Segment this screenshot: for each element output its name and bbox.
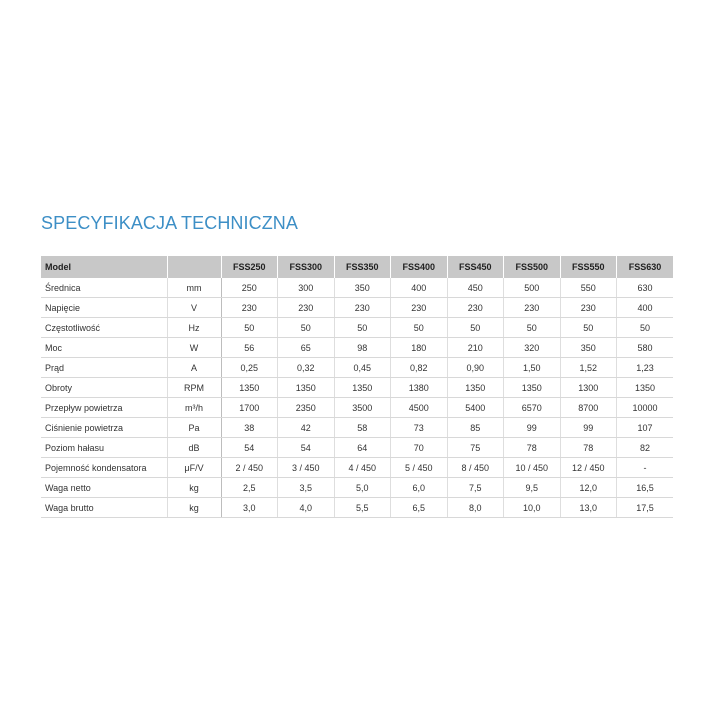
value-cell: 5400 (447, 398, 504, 418)
table-row (41, 318, 673, 338)
unit-cell: RPM (167, 378, 221, 398)
value-cell: 400 (617, 298, 674, 318)
unit-cell: kg (167, 478, 221, 498)
value-cell: 0,45 (334, 358, 391, 378)
header-model: FSS400 (391, 256, 448, 278)
value-cell: 78 (504, 438, 561, 458)
value-cell: 6,0 (391, 478, 448, 498)
value-cell: 50 (334, 318, 391, 338)
value-cell: 3,5 (278, 478, 335, 498)
parameter-name-cell: Moc (41, 338, 167, 358)
value-cell: 54 (278, 438, 335, 458)
value-cell: 9,5 (504, 478, 561, 498)
value-cell: 7,5 (447, 478, 504, 498)
unit-cell: Hz (167, 318, 221, 338)
value-cell: 50 (560, 318, 617, 338)
page-title: SPECYFIKACJA TECHNICZNA (41, 213, 299, 233)
value-cell: 54 (221, 438, 278, 458)
parameter-name-cell: Napięcie (41, 298, 167, 318)
table-row (41, 458, 673, 478)
value-cell: - (617, 458, 674, 478)
value-cell: 10,0 (504, 498, 561, 518)
table-header-row (41, 256, 673, 278)
value-cell: 73 (391, 418, 448, 438)
table-row (41, 498, 673, 518)
header-model: FSS500 (504, 256, 561, 278)
table-row (41, 378, 673, 398)
value-cell: 82 (617, 438, 674, 458)
value-cell: 2,5 (221, 478, 278, 498)
value-cell: 250 (221, 278, 278, 298)
value-cell: 1350 (278, 378, 335, 398)
table-row (41, 298, 673, 318)
parameter-name-cell: Przepływ powietrza (41, 398, 167, 418)
value-cell: 8,0 (447, 498, 504, 518)
value-cell: 70 (391, 438, 448, 458)
header-model: FSS630 (617, 256, 674, 278)
header-model: FSS300 (278, 256, 335, 278)
header-model: FSS250 (221, 256, 278, 278)
value-cell: 10000 (617, 398, 674, 418)
value-cell: 85 (447, 418, 504, 438)
value-cell: 3500 (334, 398, 391, 418)
value-cell: 12,0 (560, 478, 617, 498)
value-cell: 1350 (447, 378, 504, 398)
parameter-name-cell: Poziom hałasu (41, 438, 167, 458)
value-cell: 2 / 450 (221, 458, 278, 478)
value-cell: 0,82 (391, 358, 448, 378)
value-cell: 1350 (617, 378, 674, 398)
value-cell: 230 (560, 298, 617, 318)
value-cell: 2350 (278, 398, 335, 418)
table-row (41, 438, 673, 458)
value-cell: 180 (391, 338, 448, 358)
value-cell: 50 (617, 318, 674, 338)
value-cell: 65 (278, 338, 335, 358)
value-cell: 13,0 (560, 498, 617, 518)
value-cell: 580 (617, 338, 674, 358)
value-cell: 56 (221, 338, 278, 358)
value-cell: 1700 (221, 398, 278, 418)
value-cell: 64 (334, 438, 391, 458)
value-cell: 58 (334, 418, 391, 438)
value-cell: 78 (560, 438, 617, 458)
value-cell: 1,50 (504, 358, 561, 378)
parameter-name-cell: Waga netto (41, 478, 167, 498)
value-cell: 300 (278, 278, 335, 298)
value-cell: 630 (617, 278, 674, 298)
parameter-name-cell: Waga brutto (41, 498, 167, 518)
value-cell: 8 / 450 (447, 458, 504, 478)
value-cell: 400 (391, 278, 448, 298)
value-cell: 1,23 (617, 358, 674, 378)
value-cell: 1350 (334, 378, 391, 398)
header-model: FSS450 (447, 256, 504, 278)
value-cell: 1350 (221, 378, 278, 398)
value-cell: 0,32 (278, 358, 335, 378)
value-cell: 4,0 (278, 498, 335, 518)
value-cell: 75 (447, 438, 504, 458)
value-cell: 3,0 (221, 498, 278, 518)
value-cell: 4500 (391, 398, 448, 418)
value-cell: 6570 (504, 398, 561, 418)
value-cell: 5,0 (334, 478, 391, 498)
value-cell: 50 (447, 318, 504, 338)
parameter-name-cell: Obroty (41, 378, 167, 398)
unit-cell: dB (167, 438, 221, 458)
value-cell: 38 (221, 418, 278, 438)
table-body (41, 278, 673, 518)
value-cell: 50 (278, 318, 335, 338)
value-cell: 5 / 450 (391, 458, 448, 478)
value-cell: 8700 (560, 398, 617, 418)
value-cell: 350 (560, 338, 617, 358)
header-unit-label (167, 256, 221, 278)
unit-cell: m³/h (167, 398, 221, 418)
value-cell: 500 (504, 278, 561, 298)
value-cell: 99 (560, 418, 617, 438)
value-cell: 1380 (391, 378, 448, 398)
value-cell: 5,5 (334, 498, 391, 518)
table-row (41, 398, 673, 418)
value-cell: 1,52 (560, 358, 617, 378)
value-cell: 10 / 450 (504, 458, 561, 478)
value-cell: 50 (221, 318, 278, 338)
value-cell: 230 (447, 298, 504, 318)
value-cell: 320 (504, 338, 561, 358)
header-model: FSS550 (560, 256, 617, 278)
value-cell: 210 (447, 338, 504, 358)
unit-cell: A (167, 358, 221, 378)
value-cell: 350 (334, 278, 391, 298)
parameter-name-cell: Ciśnienie powietrza (41, 418, 167, 438)
value-cell: 0,90 (447, 358, 504, 378)
unit-cell: kg (167, 498, 221, 518)
value-cell: 450 (447, 278, 504, 298)
parameter-name-cell: Prąd (41, 358, 167, 378)
parameter-name-cell: Średnica (41, 278, 167, 298)
table-row (41, 278, 673, 298)
value-cell: 1300 (560, 378, 617, 398)
value-cell: 42 (278, 418, 335, 438)
value-cell: 230 (334, 298, 391, 318)
parameter-name-cell: Pojemność kondensatora (41, 458, 167, 478)
value-cell: 107 (617, 418, 674, 438)
header-model: FSS350 (334, 256, 391, 278)
unit-cell: Pa (167, 418, 221, 438)
value-cell: 16,5 (617, 478, 674, 498)
value-cell: 6,5 (391, 498, 448, 518)
value-cell: 98 (334, 338, 391, 358)
table-row (41, 478, 673, 498)
value-cell: 99 (504, 418, 561, 438)
table-row (41, 358, 673, 378)
unit-cell: W (167, 338, 221, 358)
value-cell: 0,25 (221, 358, 278, 378)
value-cell: 1350 (504, 378, 561, 398)
parameter-name-cell: Częstotliwość (41, 318, 167, 338)
table-row (41, 338, 673, 358)
value-cell: 230 (278, 298, 335, 318)
value-cell: 4 / 450 (334, 458, 391, 478)
value-cell: 12 / 450 (560, 458, 617, 478)
unit-cell: mm (167, 278, 221, 298)
value-cell: 50 (391, 318, 448, 338)
unit-cell: μF/V (167, 458, 221, 478)
value-cell: 550 (560, 278, 617, 298)
unit-cell: V (167, 298, 221, 318)
value-cell: 50 (504, 318, 561, 338)
value-cell: 3 / 450 (278, 458, 335, 478)
value-cell: 230 (504, 298, 561, 318)
specification-table (41, 256, 673, 518)
value-cell: 17,5 (617, 498, 674, 518)
table-row (41, 418, 673, 438)
value-cell: 230 (221, 298, 278, 318)
value-cell: 230 (391, 298, 448, 318)
header-model-label: Model (41, 256, 167, 278)
